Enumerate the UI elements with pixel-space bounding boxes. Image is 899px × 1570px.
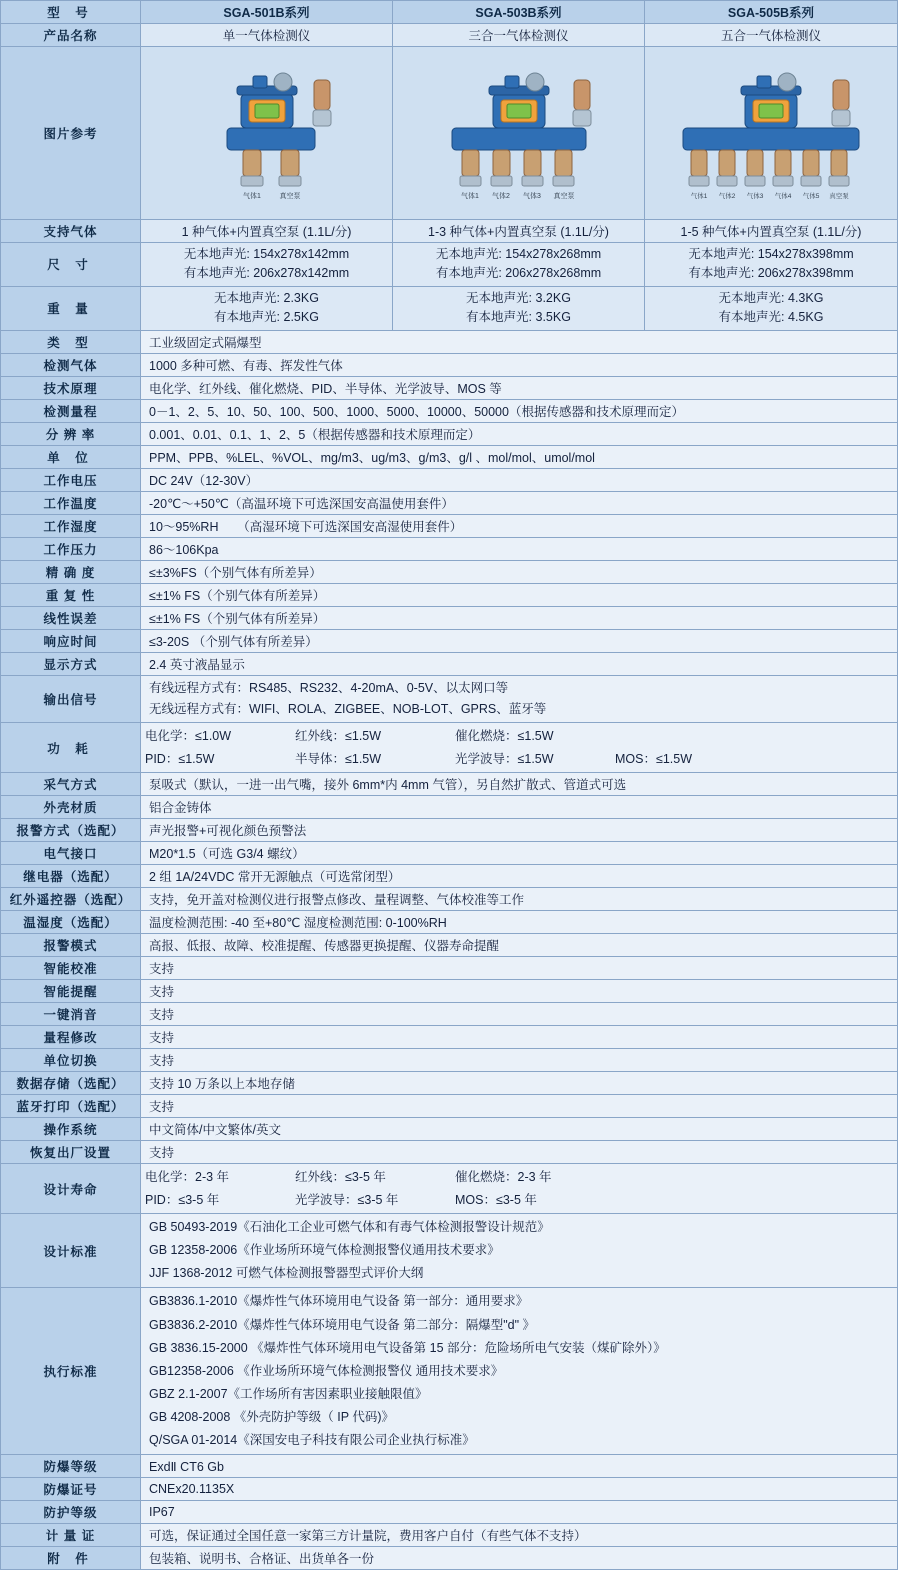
- table-row-power: [1, 723, 898, 773]
- range-value: 0－1、2、5、10、50、100、500、1000、5000、10000、50000（根据传感器和技术原理而定）: [141, 399, 898, 422]
- row-label-linear: 线性误差: [1, 606, 141, 629]
- svg-text:真空泵: 真空泵: [553, 193, 574, 200]
- row-label-ip-grade: 防护等级: [1, 1501, 141, 1524]
- power-k-cat: 催化燃烧：: [455, 729, 518, 743]
- table-row-unit-switch: [1, 1049, 898, 1072]
- table-row-image-ref: [1, 47, 898, 220]
- power-k-ir: 红外线：: [295, 729, 346, 743]
- output-line-wireless: 无线远程方式有：WIFI、ROLA、ZIGBEE、NOB-LOT、GPRS、蓝牙等: [149, 701, 547, 716]
- row-label-metrology: 计 量 证: [1, 1524, 141, 1547]
- life-k-ec: 电化学：: [145, 1170, 196, 1184]
- row-label-accessories: 附 件: [1, 1547, 141, 1570]
- table-row-work-humidity: [1, 514, 898, 537]
- svg-text:气体1: 气体1: [690, 193, 707, 200]
- support-gas-2: 1-3 种气体+内置真空泵 (1.1L/分): [393, 220, 645, 243]
- ex-grade-value: ExdⅡ CT6 Gb: [141, 1455, 898, 1478]
- model-501b: SGA-501B系列: [141, 1, 393, 24]
- design-std-item: GB 12358-2006《作业场所环境气体检测报警仪通用技术要求》: [149, 1243, 500, 1258]
- row-label-relay-opt: 继电器（选配）: [1, 865, 141, 888]
- os-value: 中文简体/中文繁体/英文: [141, 1118, 898, 1141]
- power-value: [141, 723, 898, 773]
- row-label-factory-reset: 恢复出厂设置: [1, 1141, 141, 1164]
- exec-std-item: GB3836.2-2010《爆炸性气体环境用电气设备 第二部分：隔爆型"d" 》: [149, 1317, 536, 1332]
- weight-1-line1: 无本地声光: 2.3KG: [214, 290, 319, 305]
- size-3: [645, 243, 898, 287]
- size-3-line2: 有本地声光: 206x278x398mm: [688, 266, 854, 281]
- row-label-range: 检测量程: [1, 399, 141, 422]
- table-row-model: [1, 1, 898, 24]
- accuracy-value: ≤±3%FS（个别气体有所差异）: [141, 560, 898, 583]
- row-label-tech-principle: 技术原理: [1, 376, 141, 399]
- svg-text:真空泵: 真空泵: [279, 193, 300, 200]
- row-label-image-ref: 图片参考: [1, 47, 141, 220]
- work-temp-value: -20℃～+50℃（高温环境下可选深国安高温使用套件）: [141, 491, 898, 514]
- table-row-shell: [1, 796, 898, 819]
- power-k-ec: 电化学：: [145, 729, 196, 743]
- row-label-ex-cert: 防爆证号: [1, 1478, 141, 1501]
- exec-std-item: GB12358-2006 《作业场所环境气体检测报警仪 通用技术要求》: [149, 1363, 504, 1378]
- power-line1: [145, 725, 893, 748]
- row-label-ir-remote-opt: 红外遥控器（选配）: [1, 888, 141, 911]
- table-row-product-name: [1, 24, 898, 47]
- exec-std-item: GBZ 2.1-2007《工作场所有害因素职业接触限值》: [149, 1386, 428, 1401]
- row-label-accuracy: 精 确 度: [1, 560, 141, 583]
- table-row-detect-gas: [1, 353, 898, 376]
- resolution-value: 0.001、0.01、0.1、1、2、5（根据传感器和技术原理而定）: [141, 422, 898, 445]
- svg-text:真空泵: 真空泵: [828, 193, 849, 200]
- table-row-linear: [1, 606, 898, 629]
- output-value: [141, 675, 898, 723]
- product-name-1: 单一气体检测仪: [141, 24, 393, 47]
- size-1-line2: 有本地声光: 206x278x142mm: [183, 266, 350, 281]
- unit-switch-value: 支持: [141, 1049, 898, 1072]
- row-label-support-gas: 支持气体: [1, 220, 141, 243]
- support-gas-1: 1 种气体+内置真空泵 (1.1L/分): [141, 220, 393, 243]
- table-row-design-std: [1, 1214, 898, 1288]
- ip-grade-value: IP67: [141, 1501, 898, 1524]
- life-v-mos: ≤3-5 年: [495, 1192, 537, 1207]
- svg-text:气体3: 气体3: [746, 193, 763, 200]
- table-row-smart-cal: [1, 957, 898, 980]
- sampling-value: 泵吸式（默认，一进一出气嘴，接外 6mm*内 4mm 气管），另自然扩散式、管道式可选: [141, 773, 898, 796]
- product-name-3: 五合一气体检测仪: [645, 24, 898, 47]
- design-std-item: JJF 1368-2012 可燃气体检测报警器型式评价大纲: [149, 1266, 424, 1281]
- table-row-work-pressure: [1, 537, 898, 560]
- life-k-ir: 红外线：: [295, 1170, 346, 1184]
- table-row-os: [1, 1118, 898, 1141]
- row-label-output: 输出信号: [1, 675, 141, 723]
- row-label-size: 尺 寸: [1, 243, 141, 287]
- row-label-bt-print-opt: 蓝牙打印（选配）: [1, 1095, 141, 1118]
- table-row-data-store-opt: [1, 1072, 898, 1095]
- power-v-opt: ≤1.5W: [517, 751, 554, 766]
- power-v-mos: ≤1.5W: [655, 751, 693, 766]
- table-row-accessories: [1, 1547, 898, 1570]
- table-row-smart-remind: [1, 980, 898, 1003]
- type-value: 工业级固定式隔爆型: [141, 330, 898, 353]
- life-v-pid: ≤3-5 年: [178, 1192, 220, 1207]
- table-row-ir-remote-opt: [1, 888, 898, 911]
- row-label-design-life: 设计寿命: [1, 1164, 141, 1214]
- svg-text:气体2: 气体2: [491, 193, 510, 200]
- row-label-alarm-mode-opt: 报警方式（选配）: [1, 819, 141, 842]
- svg-text:气体1: 气体1: [242, 193, 261, 200]
- power-v-cat: ≤1.5W: [517, 729, 554, 743]
- power-k-semi: 半导体：: [295, 751, 346, 766]
- table-row-alarm-mode-opt: [1, 819, 898, 842]
- table-row-sampling: [1, 773, 898, 796]
- device-image-503b: [393, 47, 645, 220]
- table-row-tech-principle: [1, 376, 898, 399]
- support-gas-3: 1-5 种气体+内置真空泵 (1.1L/分): [645, 220, 898, 243]
- product-name-2: 三合一气体检测仪: [393, 24, 645, 47]
- table-row-work-temp: [1, 491, 898, 514]
- row-label-sampling: 采气方式: [1, 773, 141, 796]
- life-v-opt: ≤3-5 年: [357, 1192, 399, 1207]
- power-v-pid: ≤1.5W: [178, 751, 215, 766]
- weight-1-line2: 有本地声光: 2.5KG: [214, 310, 319, 325]
- data-store-opt-value: 支持 10 万条以上本地存储: [141, 1072, 898, 1095]
- table-row-display: [1, 652, 898, 675]
- power-v-semi: ≤1.5W: [345, 751, 382, 766]
- table-row-support-gas: [1, 220, 898, 243]
- size-3-line1: 无本地声光: 154x278x398mm: [688, 247, 854, 261]
- detect-gas-value: 1000 多种可燃、有毒、挥发性气体: [141, 353, 898, 376]
- table-row-design-life: [1, 1164, 898, 1214]
- power-line2: [145, 748, 893, 771]
- design-life-line2: [145, 1189, 893, 1212]
- device-image-505b: [645, 47, 898, 220]
- row-label-weight: 重 量: [1, 286, 141, 330]
- relay-opt-value: 2 组 1A/24VDC 常开无源触点（可选常闭型）: [141, 865, 898, 888]
- power-k-mos: MOS：: [615, 751, 656, 766]
- design-life-line1: [145, 1166, 893, 1189]
- accessories-value: 包装箱、说明书、合格证、出货单各一份: [141, 1547, 898, 1570]
- svg-text:气体3: 气体3: [522, 193, 541, 200]
- table-row-range-modify: [1, 1026, 898, 1049]
- row-label-work-temp: 工作温度: [1, 491, 141, 514]
- row-label-design-std: 设计标准: [1, 1214, 141, 1288]
- weight-2-line1: 无本地声光: 3.2KG: [466, 290, 571, 305]
- alarm-mode-value: 高报、低报、故障、校准提醒、传感器更换提醒、仪器寿命提醒: [141, 934, 898, 957]
- weight-2: [393, 286, 645, 330]
- electrical-if-value: M20*1.5（可选 G3/4 螺纹）: [141, 842, 898, 865]
- power-k-pid: PID：: [145, 751, 179, 766]
- row-label-electrical-if: 电气接口: [1, 842, 141, 865]
- table-row-one-key-mute: [1, 1003, 898, 1026]
- row-label-data-store-opt: 数据存储（选配）: [1, 1072, 141, 1095]
- table-row-temp-humi-opt: [1, 911, 898, 934]
- weight-3: [645, 286, 898, 330]
- table-row-exec-std: [1, 1288, 898, 1455]
- factory-reset-value: 支持: [141, 1141, 898, 1164]
- row-label-model: 型 号: [1, 1, 141, 24]
- size-2-line2: 有本地声光: 206x278x268mm: [435, 266, 602, 281]
- table-row-resolution: [1, 422, 898, 445]
- power-v-ir: ≤1.5W: [345, 729, 382, 743]
- model-505b: SGA-505B系列: [645, 1, 898, 24]
- ex-cert-value: CNEx20.1135X: [141, 1478, 898, 1501]
- size-1-line1: 无本地声光: 154x278x142mm: [183, 247, 350, 261]
- repeat-value: ≤±1% FS（个别气体有所差异）: [141, 583, 898, 606]
- bt-print-opt-value: 支持: [141, 1095, 898, 1118]
- exec-std-item: Q/SGA 01-2014《深国安电子科技有限公司企业执行标准》: [149, 1433, 475, 1448]
- row-label-response: 响应时间: [1, 629, 141, 652]
- display-value: 2.4 英寸液晶显示: [141, 652, 898, 675]
- exec-std-item: GB 3836.15-2000 《爆炸性气体环境用电气设备第 15 部分：危险场所电气安装（煤矿除外）》: [149, 1340, 666, 1355]
- table-row-factory-reset: [1, 1141, 898, 1164]
- detector-illustration-2: [404, 58, 634, 208]
- one-key-mute-value: 支持: [141, 1003, 898, 1026]
- row-label-display: 显示方式: [1, 652, 141, 675]
- detector-illustration-1: [167, 58, 367, 208]
- smart-cal-value: 支持: [141, 957, 898, 980]
- power-k-opt: 光学波导：: [455, 751, 518, 766]
- svg-text:气体1: 气体1: [460, 193, 479, 200]
- work-humidity-value: 10～95%RH （高湿环境下可选深国安高湿使用套件）: [141, 514, 898, 537]
- row-label-exec-std: 执行标准: [1, 1288, 141, 1455]
- life-k-opt: 光学波导：: [295, 1192, 358, 1207]
- row-label-power: 功 耗: [1, 723, 141, 773]
- model-503b: SGA-503B系列: [393, 1, 645, 24]
- row-label-os: 操作系统: [1, 1118, 141, 1141]
- row-label-temp-humi-opt: 温湿度（选配）: [1, 911, 141, 934]
- work-pressure-value: 86～106Kpa: [141, 537, 898, 560]
- row-label-resolution: 分 辨 率: [1, 422, 141, 445]
- row-label-unit-switch: 单位切换: [1, 1049, 141, 1072]
- size-2: [393, 243, 645, 287]
- table-row-ip-grade: [1, 1501, 898, 1524]
- life-k-pid: PID：: [145, 1192, 179, 1207]
- voltage-value: DC 24V（12-30V）: [141, 468, 898, 491]
- table-row-output: [1, 675, 898, 723]
- row-label-smart-remind: 智能提醒: [1, 980, 141, 1003]
- size-1: [141, 243, 393, 287]
- table-row-unit: [1, 445, 898, 468]
- row-label-detect-gas: 检测气体: [1, 353, 141, 376]
- row-label-unit: 单 位: [1, 445, 141, 468]
- row-label-product-name: 产品名称: [1, 24, 141, 47]
- table-row-response: [1, 629, 898, 652]
- unit-value: PPM、PPB、%LEL、%VOL、mg/m3、ug/m3、g/m3、g/l 、mol/mol、umol/mol: [141, 445, 898, 468]
- row-label-work-humidity: 工作湿度: [1, 514, 141, 537]
- row-label-range-modify: 量程修改: [1, 1026, 141, 1049]
- ir-remote-opt-value: 支持，免开盖对检测仪进行报警点修改、量程调整、气体校准等工作: [141, 888, 898, 911]
- row-label-smart-cal: 智能校准: [1, 957, 141, 980]
- weight-1: [141, 286, 393, 330]
- row-label-repeat: 重 复 性: [1, 583, 141, 606]
- table-row-accuracy: [1, 560, 898, 583]
- table-row-weight: [1, 286, 898, 330]
- row-label-shell: 外壳材质: [1, 796, 141, 819]
- row-label-ex-grade: 防爆等级: [1, 1455, 141, 1478]
- metrology-value: 可选，保证通过全国任意一家第三方计量院，费用客户自付（有些气体不支持）: [141, 1524, 898, 1547]
- output-line-wired: 有线远程方式有：RS485、RS232、4-20mA、0-5V、以太网口等: [149, 680, 509, 695]
- exec-std-item: GB 4208-2008 《外壳防护等级（ IP 代码)》: [149, 1410, 394, 1424]
- table-row-ex-grade: [1, 1455, 898, 1478]
- table-row-electrical-if: [1, 842, 898, 865]
- tech-principle-value: 电化学、红外线、催化燃烧、PID、半导体、光学波导、MOS 等: [141, 376, 898, 399]
- table-row-ex-cert: [1, 1478, 898, 1501]
- temp-humi-opt-value: 温度检测范围: -40 至+80℃ 湿度检测范围: 0-100%RH: [141, 911, 898, 934]
- row-label-voltage: 工作电压: [1, 468, 141, 491]
- svg-text:气体4: 气体4: [774, 193, 791, 200]
- row-label-alarm-mode: 报警模式: [1, 934, 141, 957]
- life-k-mos: MOS：: [455, 1192, 496, 1207]
- weight-3-line2: 有本地声光: 4.5KG: [718, 310, 824, 325]
- design-std-item: GB 50493-2019《石油化工企业可燃气体和有毒气体检测报警设计规范》: [149, 1220, 550, 1234]
- device-image-501b: [141, 47, 393, 220]
- table-row-relay-opt: [1, 865, 898, 888]
- svg-text:气体5: 气体5: [802, 193, 819, 200]
- table-row-alarm-mode: [1, 934, 898, 957]
- table-row-repeat: [1, 583, 898, 606]
- smart-remind-value: 支持: [141, 980, 898, 1003]
- exec-std-item: GB3836.1-2010《爆炸性气体环境用电气设备 第一部分：通用要求》: [149, 1294, 529, 1309]
- design-std-value: [141, 1214, 898, 1288]
- exec-std-value: [141, 1288, 898, 1455]
- row-label-type: 类 型: [1, 330, 141, 353]
- size-2-line1: 无本地声光: 154x278x268mm: [435, 247, 602, 261]
- life-k-cat: 催化燃烧：: [455, 1170, 518, 1184]
- shell-value: 铝合金铸体: [141, 796, 898, 819]
- life-v-ec: 2-3 年: [195, 1170, 230, 1184]
- detector-illustration-3: [649, 58, 894, 208]
- response-value: ≤3-20S （个别气体有所差异）: [141, 629, 898, 652]
- table-row-range: [1, 399, 898, 422]
- row-label-work-pressure: 工作压力: [1, 537, 141, 560]
- table-row-bt-print-opt: [1, 1095, 898, 1118]
- table-row-metrology: [1, 1524, 898, 1547]
- design-life-value: [141, 1164, 898, 1214]
- alarm-mode-opt-value: 声光报警+可视化颜色预警法: [141, 819, 898, 842]
- linear-value: ≤±1% FS（个别气体有所差异）: [141, 606, 898, 629]
- power-v-ec: ≤1.0W: [195, 729, 232, 743]
- svg-text:气体2: 气体2: [718, 193, 735, 200]
- table-row-size: [1, 243, 898, 287]
- life-v-cat: 2-3 年: [517, 1170, 552, 1184]
- life-v-ir: ≤3-5 年: [345, 1170, 386, 1184]
- weight-2-line2: 有本地声光: 3.5KG: [466, 310, 571, 325]
- table-row-type: [1, 330, 898, 353]
- range-modify-value: 支持: [141, 1026, 898, 1049]
- row-label-one-key-mute: 一键消音: [1, 1003, 141, 1026]
- table-row-voltage: [1, 468, 898, 491]
- weight-3-line1: 无本地声光: 4.3KG: [718, 290, 824, 305]
